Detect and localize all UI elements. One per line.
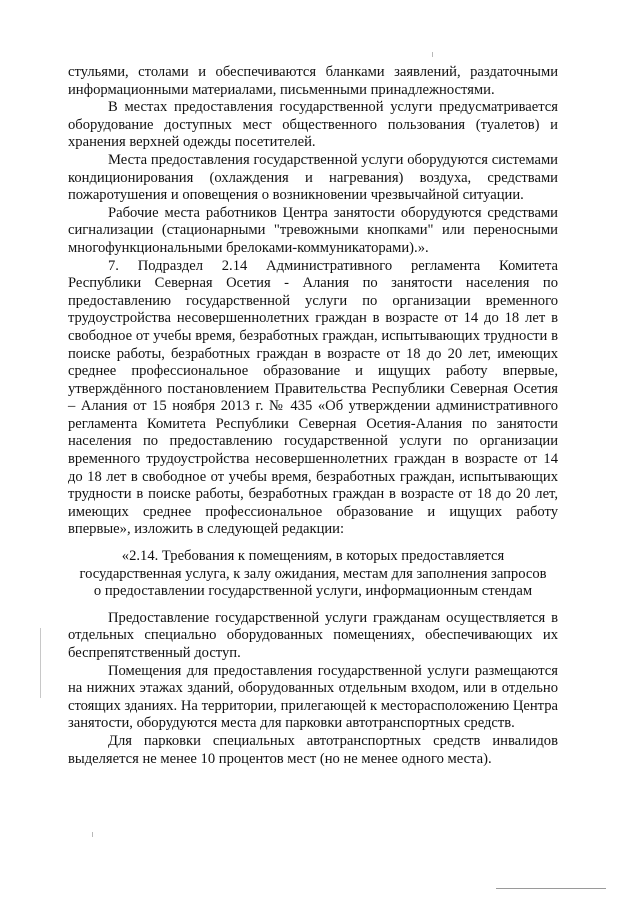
document-body xyxy=(68,64,558,768)
paragraph-amendment-7: 7. Подраздел 2.14 Административного регламента Комитета Республики Северная Осетия - Алания по занятости населения по предоставлению государственной услуги по организации временного трудоустройства несовершеннолетних граждан в возрасте от 14 до 18 лет в свободное от учебы время, безработных граждан, испытывающих трудности в поиске работы, безработных граждан в возрасте от 18 до 20 лет, имеющих среднее профессиональное образование и ищущих работу впервые, утверждённого постановлением Правительства Республики Северная Осетия – Алания от 15 ноября 2013 г. № 435 «Об утверждении административного регламента Комитета Республики Северная Осетия-Алания по занятости населения по предоставлению государственной услуги по организации временного трудоустройства несовершеннолетних граждан в возрасте от 14 до 18 лет в свободное от учебы время, безработных граждан, испытывающих трудности в поиске работы, безработных граждан в возрасте от 18 до 20 лет, имеющих среднее профессиональное образование и ищущих работу впервые», изложить в следующей редакции: xyxy=(68,257,558,538)
paragraph-premises-access: Предоставление государственной услуги гражданам осуществляется в отдельных специально оборудованных помещениях, обеспечивающих их беспрепятственный доступ. xyxy=(68,609,558,661)
paragraph-parking: Для парковки специальных автотранспортных средств инвалидов выделяется не менее 10 процентов мест (но не менее одного места). xyxy=(68,732,558,767)
section-heading-line-1: «2.14. Требования к помещениям, в которых предоставляется xyxy=(121,548,505,565)
scan-margin-artifact xyxy=(40,628,41,698)
section-heading-line-2: государственная услуга, к залу ожидания, местам для заполнения запросов xyxy=(79,565,547,582)
paragraph-air-conditioning: Места предоставления государственной услуги оборудуются системами кондиционирования (охлаждения и нагревания) воздуха, средствами пожаротушения и оповещения о возникновении чрезвычайной ситуации. xyxy=(68,151,558,204)
section-heading-line-3: о предоставлении государственной услуги, информационным стендам xyxy=(93,583,533,600)
paragraph-continuation: стульями, столами и обеспечиваются бланками заявлений, раздаточными информационными материалами, письменными принадлежностями. xyxy=(68,64,558,98)
scan-speck xyxy=(432,52,433,57)
spacer xyxy=(68,539,558,548)
spacer xyxy=(68,601,558,610)
paragraph-alarm: Рабочие места работников Центра занятости оборудуются средствами сигнализации (стационарными "тревожными кнопками" или переносными многофункциональными брелоками-коммуникаторами).». xyxy=(68,204,558,256)
scan-speck xyxy=(92,832,93,837)
paragraph-toilets: В местах предоставления государственной услуги предусматривается оборудование доступных мест общественного пользования (туалетов) и хранения верхней одежды посетителей. xyxy=(68,99,558,151)
footer-rule xyxy=(496,888,606,889)
paragraph-premises-floors: Помещения для предоставления государственной услуги размещаются на нижних этажах зданий, оборудованных отдельным входом, или в отдельно стоящих зданиях. На территории, прилегающей к месторасположению Центра занятости, оборудуются места для парковки автотранспортных средств. xyxy=(68,662,558,732)
